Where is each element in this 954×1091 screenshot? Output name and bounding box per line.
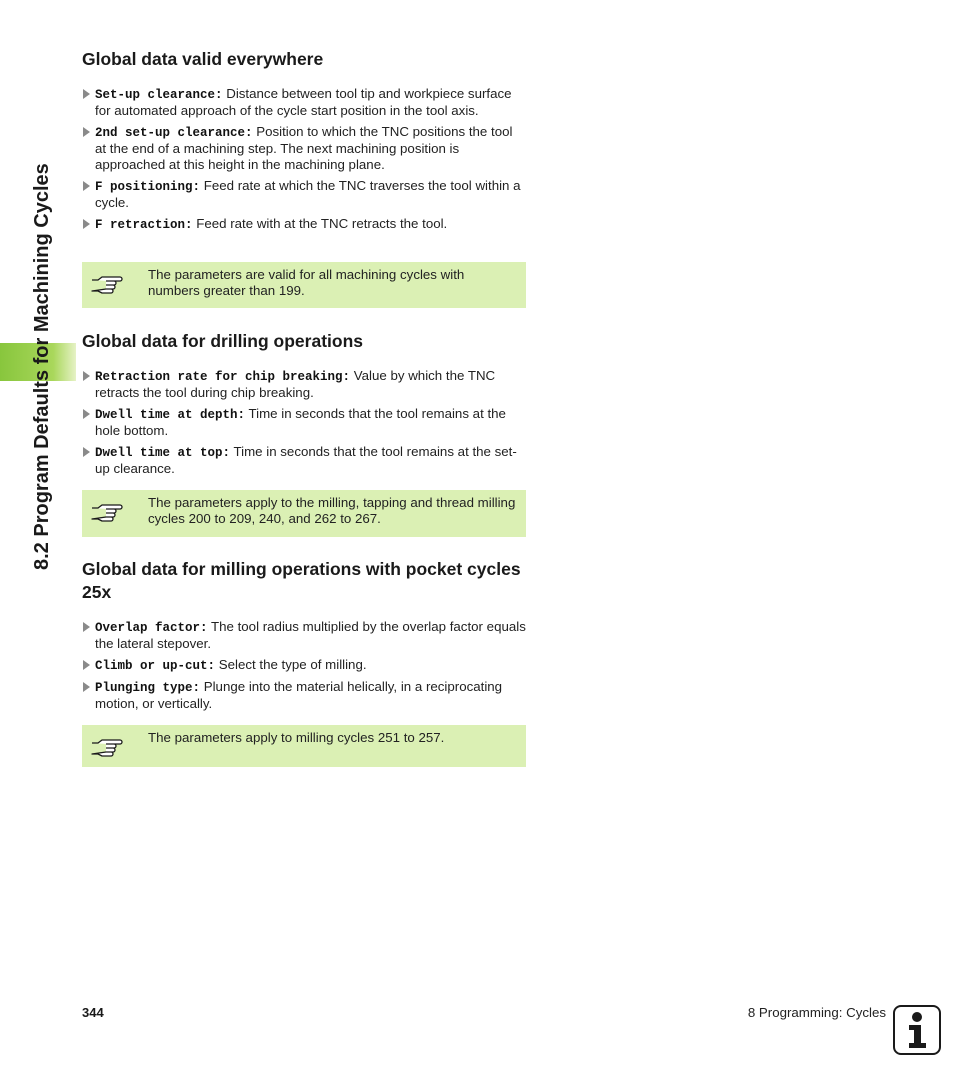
list-item [82, 657, 526, 674]
bullet-triangle-icon [83, 409, 90, 419]
param-desc: Value by which the TNC retracts the tool during chip breaking. [95, 368, 496, 400]
bullet-triangle-icon [83, 127, 90, 137]
note-text: The parameters are valid for all machining cycles with numbers greater than 199. [148, 267, 465, 298]
param-term: 2nd set-up clearance: [95, 126, 253, 140]
info-glyph [895, 1007, 939, 1053]
note-box [82, 490, 526, 537]
param-term: Dwell time at depth: [95, 408, 246, 422]
param-term: Retraction rate for chip breaking: [95, 370, 351, 384]
param-desc: Feed rate with at the TNC retracts the tool. [192, 216, 448, 231]
chapter-label: 8 Programming: Cycles [747, 1005, 886, 1020]
bullet-triangle-icon [83, 447, 90, 457]
bullet-triangle-icon [83, 622, 90, 632]
param-desc: Position to which the TNC positions the tool at the end of a machining step. The next machining position is approached at this height in the machining plane. [95, 124, 513, 172]
note-text: The parameters apply to milling cycles 251 to 257. [148, 730, 445, 745]
param-term: Set-up clearance: [95, 88, 223, 102]
bullet-triangle-icon [83, 89, 90, 99]
param-desc: Time in seconds that the tool remains at the hole bottom. [95, 406, 506, 438]
side-title-text: 8.2 Program Defaults for Machining Cycles [31, 163, 53, 570]
param-desc: Plunge into the material helically, in a reciprocating motion, or vertically. [95, 679, 503, 711]
param-term: Overlap factor: [95, 621, 208, 635]
bullet-triangle-icon [83, 371, 90, 381]
side-title [28, 50, 56, 570]
list-item [82, 679, 526, 712]
pointing-hand-icon [90, 272, 124, 298]
list-drilling [82, 368, 526, 482]
param-term: Dwell time at top: [95, 446, 231, 460]
list-item [82, 368, 526, 401]
list-item [82, 406, 526, 439]
bullet-triangle-icon [83, 219, 90, 229]
list-item [82, 444, 526, 477]
bullet-triangle-icon [83, 682, 90, 692]
section-heading-global: Global data valid everywhere [82, 49, 324, 69]
pointing-hand-icon [90, 500, 124, 526]
note-box [82, 725, 526, 767]
param-desc: Time in seconds that the tool remains at the set-up clearance. [95, 444, 517, 476]
list-item [82, 124, 526, 173]
param-term: F positioning: [95, 180, 201, 194]
list-item [82, 86, 526, 119]
param-term: Plunging type: [95, 681, 201, 695]
list-global [82, 86, 526, 238]
info-icon [893, 1005, 941, 1055]
param-term: F retraction: [95, 218, 193, 232]
note-box [82, 262, 526, 308]
bullet-triangle-icon [83, 181, 90, 191]
param-term: Climb or up-cut: [95, 659, 216, 673]
page-number: 344 [82, 1005, 104, 1020]
list-item [82, 216, 526, 233]
param-desc: Select the type of milling. [215, 657, 367, 672]
pointing-hand-icon [90, 735, 124, 761]
list-item [82, 178, 526, 211]
bullet-triangle-icon [83, 660, 90, 670]
list-milling [82, 619, 526, 717]
param-desc: Feed rate at which the TNC traverses the tool within a cycle. [95, 178, 521, 210]
param-desc: Distance between tool tip and workpiece surface for automated approach of the cycle start position in the tool axis. [95, 86, 512, 118]
section-heading-drilling: Global data for drilling operations [82, 331, 363, 351]
list-item [82, 619, 526, 652]
param-desc: The tool radius multiplied by the overlap factor equals the lateral stepover. [95, 619, 526, 651]
section-heading-milling: Global data for milling operations with pocket cycles 25x [82, 559, 521, 602]
note-text: The parameters apply to the milling, tapping and thread milling cycles 200 to 209, 240, and 262 to 267. [148, 495, 516, 526]
